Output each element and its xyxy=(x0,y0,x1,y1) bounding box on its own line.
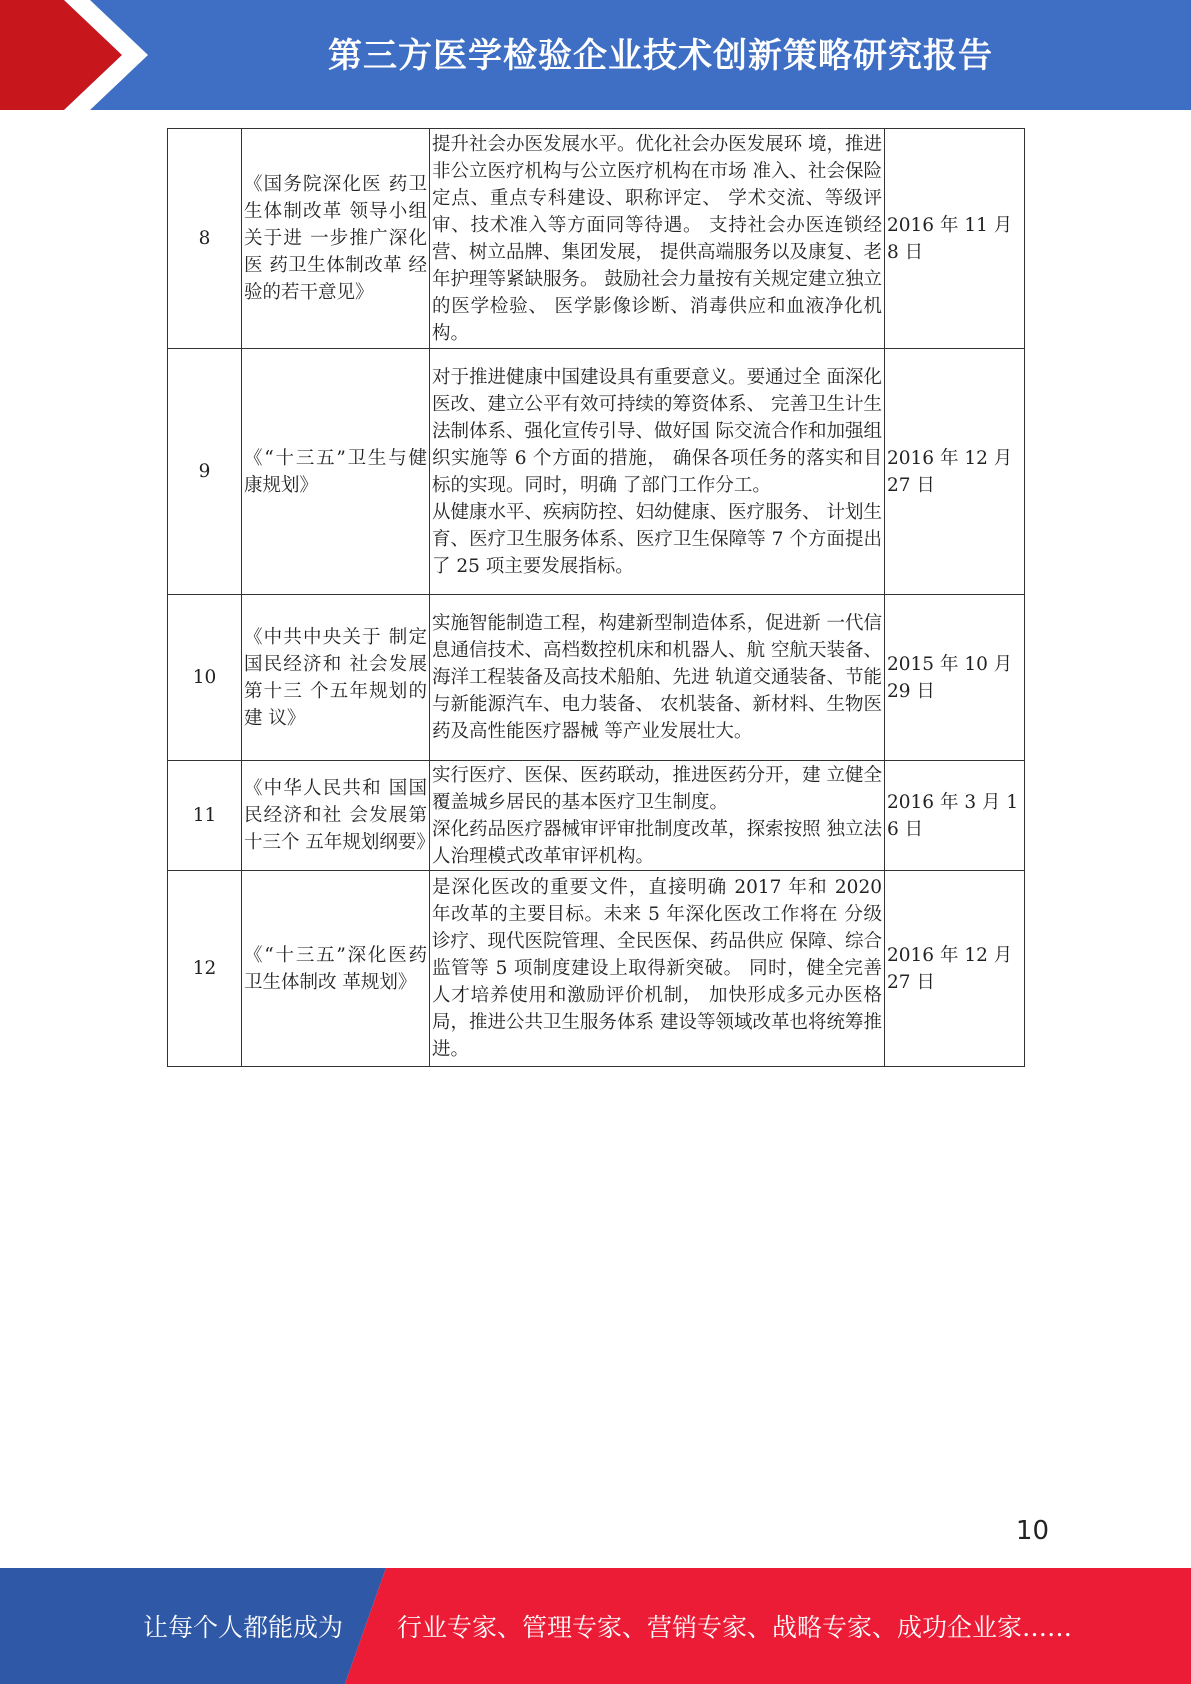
issue-date: 2016 年 11 月 8 日 xyxy=(885,129,1025,349)
issue-date: 2016 年 12 月 27 日 xyxy=(885,871,1025,1067)
report-title: 第三方医学检验企业技术创新策略研究报告 xyxy=(328,36,993,76)
table-row xyxy=(168,595,1025,761)
content-paragraph: 是深化医改的重要文件，直接明确 2017 年和 2020 年改革的主要目标。未来 5 年深化医改工作将在 分级诊疗、现代医院管理、全民医保、药品供应 保障、综合监管等 5 项制度建设上取得新突破。 同时，健全完善人才培养使用和激励评价机制， 加快形成多元办医格局，推进公共卫生服务体系 建设等领域改革也将统筹推进。 xyxy=(432,877,882,1060)
issue-date: 2015 年 10 月 29 日 xyxy=(885,595,1025,761)
policy-name: 《“十三五”深化医药卫生体制改 革规划》 xyxy=(242,871,430,1067)
row-number: 8 xyxy=(168,129,242,349)
issue-date: 2016 年 3 月 16 日 xyxy=(885,761,1025,871)
policy-table xyxy=(167,128,1025,1067)
row-number: 9 xyxy=(168,349,242,595)
content-paragraph: 提升社会办医发展水平。优化社会办医发展环 境，推进非公立医疗机构与公立医疗机构在市场 准入、社会保险定点、重点专科建设、职称评定、 学术交流、等级评审、技术准入等方面同等待遇。 支持社会办医连锁经营、树立品牌、集团发展， 提供高端服务以及康复、老年护理等紧缺服务。 鼓励社会力量按有关规定建立独立的医学检验、 医学影像诊断、消毒供应和血液净化机构。 xyxy=(432,133,882,344)
policy-name: 《中共中央关于 制定国民经济和 社会发展第十三 个五年规划的建 议》 xyxy=(242,595,430,761)
policy-content xyxy=(430,761,885,871)
page-footer xyxy=(0,1568,1191,1684)
table-row xyxy=(168,349,1025,595)
row-number: 10 xyxy=(168,595,242,761)
footer-slogan-right: 行业专家、管理专家、营销专家、战略专家、成功企业家…… xyxy=(397,1613,1073,1642)
page-header xyxy=(0,0,1191,110)
issue-date: 2016 年 12 月 27 日 xyxy=(885,349,1025,595)
table-row xyxy=(168,871,1025,1067)
policy-content xyxy=(430,349,885,595)
footer-slogan-left: 让每个人都能成为 xyxy=(143,1613,344,1642)
policy-content xyxy=(430,595,885,761)
table-row xyxy=(168,129,1025,349)
page-number: 10 xyxy=(1015,1516,1049,1546)
table-row xyxy=(168,761,1025,871)
policy-name: 《国务院深化医 药卫生体制改革 领导小组关于进 一步推广深化医 药卫生体制改革 经验的若干意见》 xyxy=(242,129,430,349)
content-paragraph: 从健康水平、疾病防控、妇幼健康、医疗服务、 计划生育、医疗卫生服务体系、医疗卫生保障等 7 个方面提出了 25 项主要发展指标。 xyxy=(432,501,882,577)
row-number: 12 xyxy=(168,871,242,1067)
content-paragraph: 实施智能制造工程，构建新型制造体系，促进新 一代信息通信技术、高档数控机床和机器人、航 空航天装备、海洋工程装备及高技术船舶、先进 轨道交通装备、节能与新能源汽车、电力装备、 农机装备、新材料、生物医药及高性能医疗器械 等产业发展壮大。 xyxy=(432,613,882,742)
content-paragraph: 实行医疗、医保、医药联动，推进医药分开，建 立健全覆盖城乡居民的基本医疗卫生制度。 xyxy=(432,764,882,813)
content-paragraph: 对于推进健康中国建设具有重要意义。要通过全 面深化医改、建立公平有效可持续的筹资体系、 完善卫生计生法制体系、强化宣传引导、做好国 际交流合作和加强组织实施等 6 个方面的措施， 确保各项任务的落实和目标的实现。同时，明确 了部门工作分工。 xyxy=(432,366,882,496)
row-number: 11 xyxy=(168,761,242,871)
content-paragraph: 深化药品医疗器械审评审批制度改革，探索按照 独立法人治理模式改革审评机构。 xyxy=(432,818,882,867)
policy-content xyxy=(430,871,885,1067)
policy-content xyxy=(430,129,885,349)
policy-name: 《“十三五”卫生与健康规划》 xyxy=(242,349,430,595)
policy-name: 《中华人民共和 国国民经济和社 会发展第十三个 五年规划纲要》 xyxy=(242,761,430,871)
